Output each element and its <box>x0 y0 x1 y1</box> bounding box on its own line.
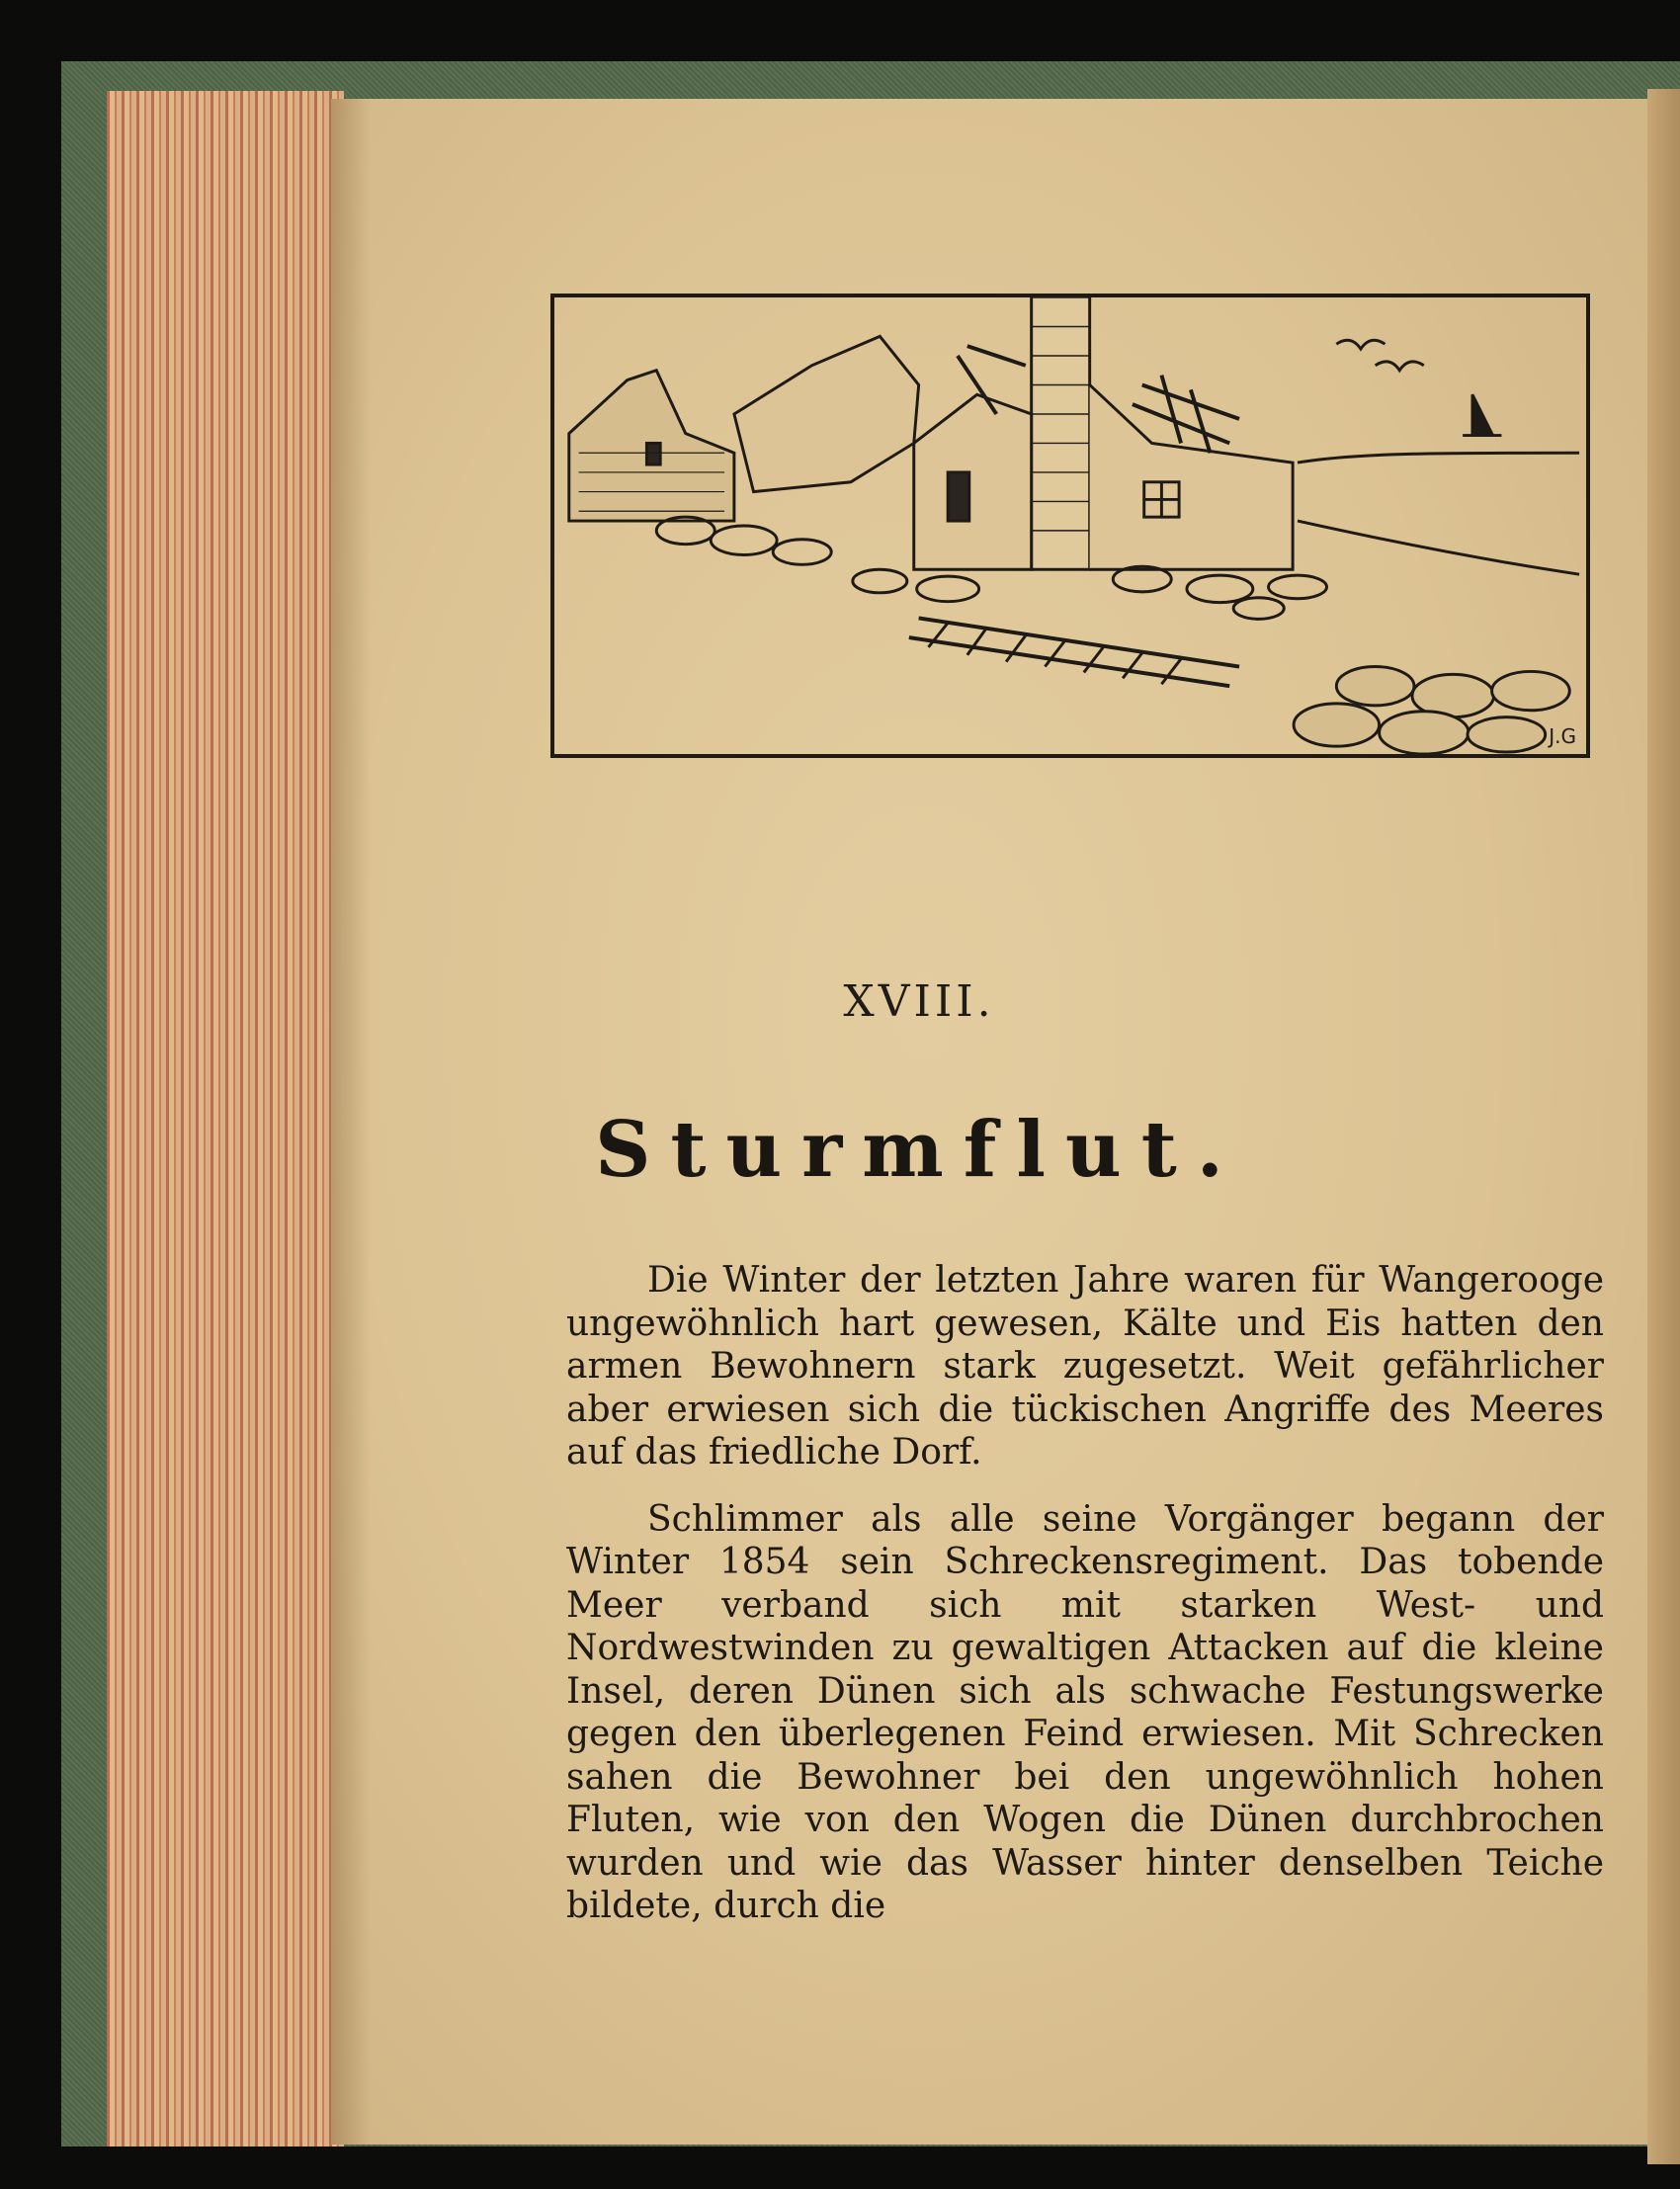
ruined-house-icon <box>554 297 1586 754</box>
chapter-illustration <box>550 294 1590 758</box>
paragraph: Die Winter der letzten Jahre waren für Wangerooge ungewöhnlich hart gewesen, Kälte und Eis hatten den armen Bewohnern stark zugesetzt. Weit gefährlicher aber erwiesen sich die tückischen Angriffe des Meeres auf das friedliche Dorf. <box>566 1260 1604 1473</box>
chapter-title: Sturmflut. <box>595 1105 1243 1195</box>
paragraph: Schlimmer als alle seine Vorgänger begann der Winter 1854 sein Schreckensregiment. Das tobende Meer verband sich mit starken West- und Nordwestwinden zu gewaltigen Attacken auf die kleine Insel, deren Dünen sich als schwache Festungswerke gegen den überlegenen Feind erwiesen. Mit Schrecken sahen die Bewohner bei den ungewöhnlich hohen Fluten, wie von den Wogen die Dünen durchbrochen wurden und wie das Wasser hinter denselben Teiche bildete, durch die <box>566 1498 1604 1926</box>
illustration-signature: J.G <box>1549 724 1576 748</box>
body-text <box>566 1259 1604 1952</box>
chapter-number: XVIII. <box>843 976 995 1027</box>
